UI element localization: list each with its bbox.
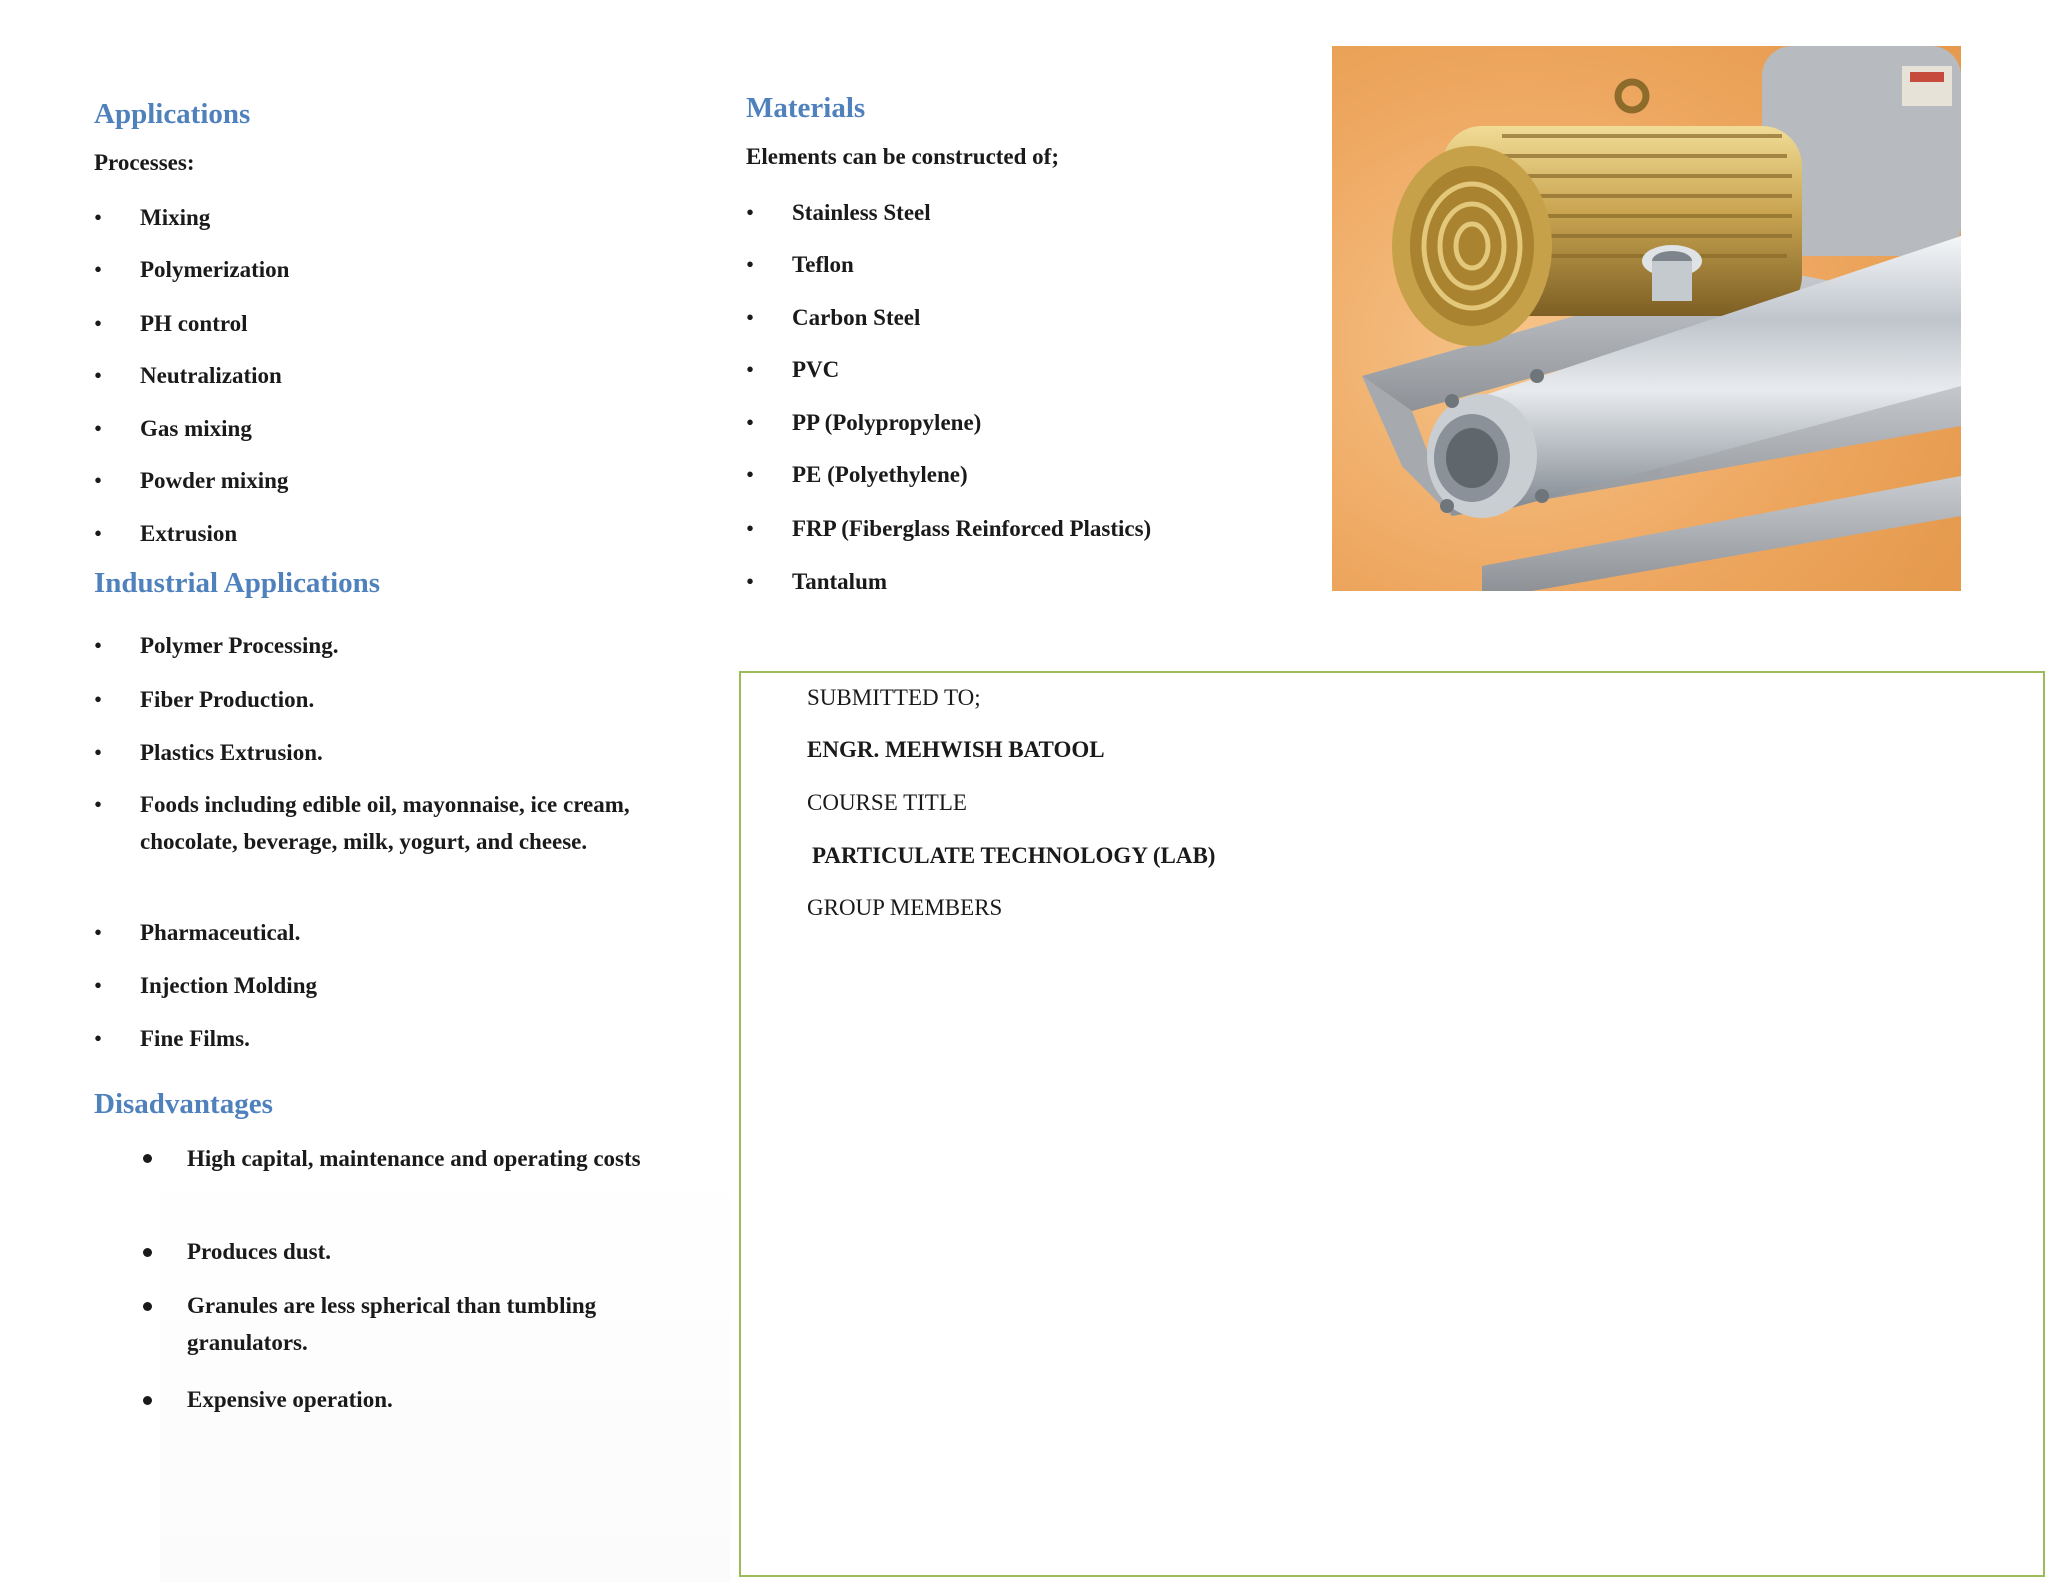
list-bullet: •	[94, 363, 103, 388]
list-bullet: •	[94, 416, 103, 441]
list-bullet: •	[746, 569, 755, 594]
list-item: Neutralization	[140, 363, 282, 388]
list-item: Extrusion	[140, 521, 238, 546]
list-bullet: •	[94, 311, 103, 336]
list-item: Teflon	[792, 252, 854, 277]
list-item: Pharmaceutical.	[140, 920, 301, 945]
list-bullet: •	[94, 468, 103, 493]
list-bullet: •	[746, 252, 755, 277]
page-background-strip	[160, 1150, 730, 1582]
course-title-label: COURSE TITLE	[807, 790, 967, 815]
list-item: Gas mixing	[140, 416, 252, 441]
applications-heading: Applications	[94, 98, 251, 130]
list-item: Fine Films.	[140, 1026, 250, 1051]
list-item: Tantalum	[792, 569, 888, 594]
list-bullet: •	[94, 920, 103, 945]
list-bullet: •	[94, 973, 103, 998]
list-bullet: •	[746, 462, 755, 487]
list-bullet: •	[94, 257, 103, 282]
list-bullet	[143, 1248, 152, 1257]
submitted-to-label: SUBMITTED TO;	[807, 685, 981, 710]
list-bullet	[143, 1154, 152, 1163]
list-bullet: •	[94, 1026, 103, 1051]
list-bullet: •	[94, 687, 103, 712]
list-item: Powder mixing	[140, 468, 289, 493]
list-bullet: •	[94, 633, 103, 658]
list-item: PE (Polyethylene)	[792, 462, 968, 487]
list-bullet: •	[94, 205, 103, 230]
list-bullet: •	[746, 200, 755, 225]
list-item: FRP (Fiberglass Reinforced Plastics)	[792, 516, 1152, 541]
mixer-photo	[1332, 46, 1961, 591]
list-item: Mixing	[140, 205, 211, 230]
list-item: Polymerization	[140, 257, 290, 282]
list-item: PH control	[140, 311, 248, 336]
list-bullet: •	[746, 516, 755, 541]
submitted-to-name: ENGR. MEHWISH BATOOL	[807, 737, 1105, 762]
list-bullet: •	[746, 357, 755, 382]
list-item: Foods including edible oil, mayonnaise, ice cream, chocolate, beverage, milk, yogurt, and cheese.	[140, 792, 630, 854]
list-item: High capital, maintenance and operating costs	[187, 1146, 641, 1171]
processes-label: Processes:	[94, 150, 195, 175]
list-item: Fiber Production.	[140, 687, 315, 712]
list-item: Polymer Processing.	[140, 633, 339, 658]
disadvantages-heading: Disadvantages	[94, 1088, 273, 1120]
list-bullet: •	[746, 305, 755, 330]
industrial-applications-heading: Industrial Applications	[94, 567, 381, 599]
list-item: Plastics Extrusion.	[140, 740, 323, 765]
list-item: Expensive operation.	[187, 1387, 393, 1412]
group-members-label: GROUP MEMBERS	[807, 895, 1003, 920]
list-bullet: •	[746, 410, 755, 435]
submission-textbox	[739, 671, 2045, 1577]
course-title: PARTICULATE TECHNOLOGY (LAB)	[812, 843, 1216, 868]
list-item: Carbon Steel	[792, 305, 921, 330]
list-item: Granules are less spherical than tumbling granulators.	[187, 1293, 597, 1355]
list-item: PVC	[792, 357, 840, 382]
list-bullet	[143, 1396, 152, 1405]
list-item: Injection Molding	[140, 973, 317, 998]
materials-intro: Elements can be constructed of;	[746, 144, 1060, 169]
list-bullet: •	[94, 521, 103, 546]
list-item: Produces dust.	[187, 1239, 331, 1264]
list-bullet	[143, 1302, 152, 1311]
list-bullet: •	[94, 792, 103, 817]
list-bullet: •	[94, 740, 103, 765]
materials-heading: Materials	[746, 92, 866, 124]
list-item: PP (Polypropylene)	[792, 410, 982, 435]
list-item: Stainless Steel	[792, 200, 931, 225]
